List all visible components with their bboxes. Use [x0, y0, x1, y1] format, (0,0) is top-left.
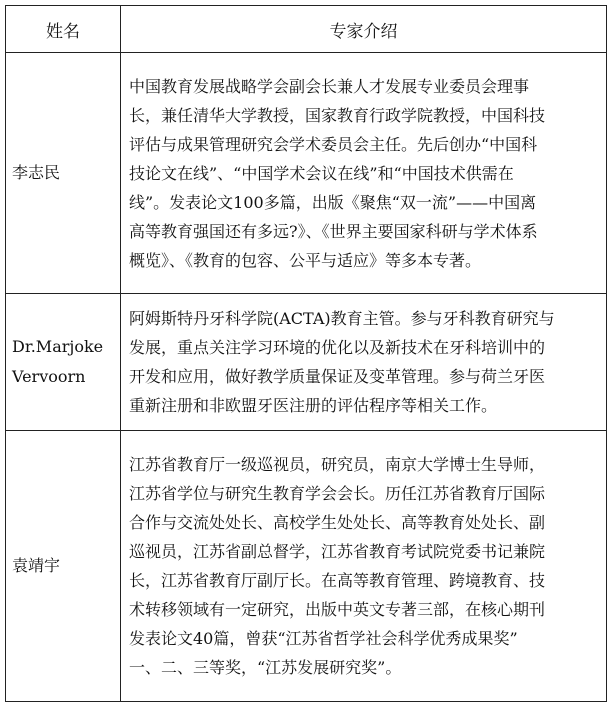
- table-row: [6, 53, 607, 294]
- expert-name: Dr.Marjoke: [12, 337, 104, 356]
- expert-name-cell: [6, 294, 121, 431]
- expert-name: 李志民: [12, 163, 61, 182]
- expert-name-cell: [6, 431, 121, 702]
- intro-line: 长，江苏省教育厅副厅长。在高等教育管理、跨境教育、技: [129, 571, 546, 590]
- intro-line: 长，兼任清华大学教授，国家教育行政学院教授，中国科技: [129, 105, 546, 125]
- intro-line: 发表论文40篇，曾获“江苏省哲学社会科学优秀成果奖”: [129, 629, 518, 648]
- intro-line: 术转移领域有一定研究，出版中英文专著三部，在核心期刊: [129, 600, 546, 619]
- intro-line: 阿姆斯特丹牙科学院(ACTA)教育主管。参与牙科教育研究与: [129, 309, 555, 328]
- expert-intro-cell: [121, 431, 607, 702]
- intro-line: 概览》、《教育的包容、公平与适应》等多本专著。: [129, 250, 482, 270]
- table-row: [6, 431, 607, 702]
- expert-intro-cell: [121, 53, 607, 294]
- intro-line: 线”。发表论文100多篇，出版《聚焦“双一流”——中国离: [129, 192, 537, 212]
- intro-line: 巡视员，江苏省副总督学，江苏省教育考试院党委书记兼院: [129, 542, 546, 561]
- intro-line: 开发和应用，做好教学质量保证及变革管理。参与荷兰牙医: [129, 367, 546, 386]
- intro-line: 高等教育强国还有多远?》、《世界主要国家科研与学术体系: [129, 221, 538, 241]
- intro-line: 江苏省教育厅一级巡视员，研究员，南京大学博士生导师，: [129, 455, 546, 474]
- header-name: 姓名: [6, 6, 121, 53]
- expert-name: Vervoorn: [12, 367, 86, 386]
- header-intro: 专家介绍: [121, 6, 607, 53]
- table-row: [6, 294, 607, 431]
- intro-line: 合作与交流处处长、高校学生处处长、高等教育处处长、副: [129, 513, 546, 532]
- intro-line: 技论文在线”、“中国学术会议在线”和“中国技术供需在: [129, 163, 514, 183]
- expert-name: 袁靖宇: [12, 556, 61, 575]
- intro-line: 江苏省学位与研究生教育学会会长。历任江苏省教育厅国际: [129, 484, 546, 503]
- intro-line: 评估与成果管理研究会学术委员会主任。先后创办“中国科: [129, 134, 538, 154]
- intro-line: 发展，重点关注学习环境的优化以及新技术在牙科培训中的: [129, 338, 546, 357]
- header-row: [6, 6, 607, 53]
- expert-intro-cell: [121, 294, 607, 431]
- intro-line: 中国教育发展战略学会副会长兼人才发展专业委员会理事: [129, 76, 530, 96]
- expert-name-cell: [6, 53, 121, 294]
- intro-line: 重新注册和非欧盟牙医注册的评估程序等相关工作。: [129, 396, 498, 415]
- expert-table: [5, 5, 607, 702]
- intro-line: 一、二、三等奖，“江苏发展研究奖”。: [129, 658, 402, 677]
